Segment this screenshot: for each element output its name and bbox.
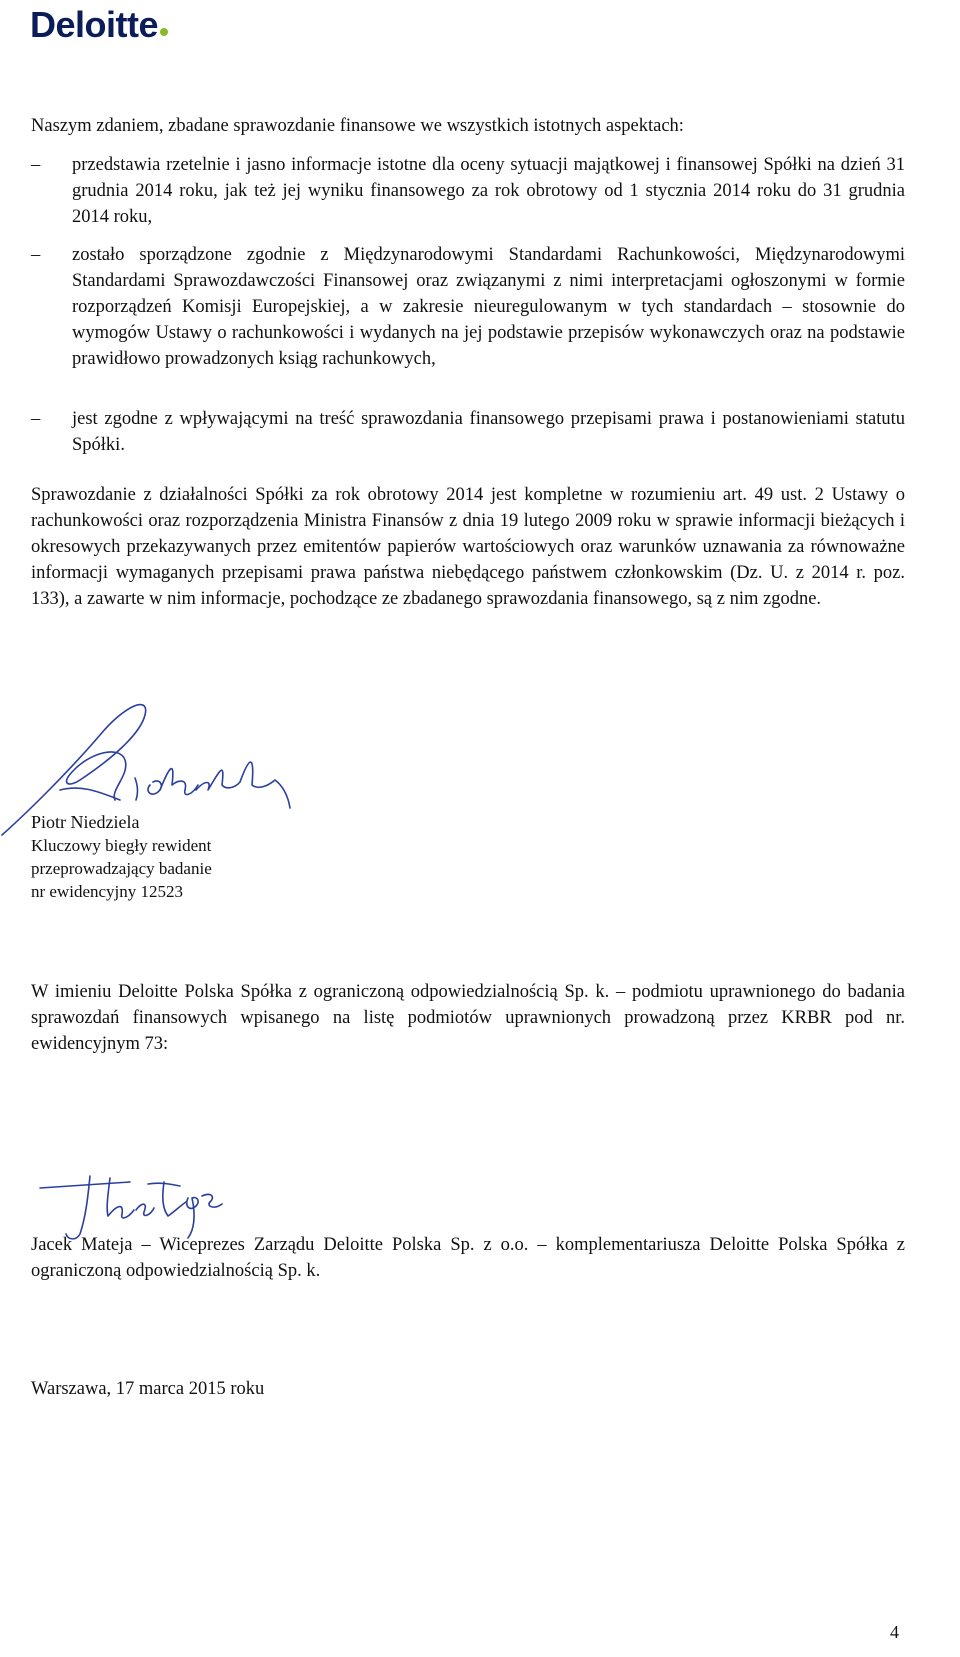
on-behalf-paragraph: W imieniu Deloitte Polska Spółka z ograniczoną odpowiedzialnością Sp. k. – podmiotu uprawnionego do badania sprawozdań finansowych wpisanego na listę podmiotów uprawnionych prowadzoną przez KRBR pod nr. ewidencyjnym 73: — [31, 982, 905, 1054]
logo-dot-icon — [160, 28, 168, 36]
place-date: Warszawa, 17 marca 2015 roku — [31, 1379, 265, 1399]
bullet-text: przedstawia rzetelnie i jasno informacje istotne dla oceny sytuacji majątkowej i finansowej Spółki na dzień 31 grudnia 2014 roku, jak też jej wyniku finansowego za rok obrotowy od 1 stycznia 2014 roku do 31 grudnia 2014 roku, — [72, 155, 905, 227]
bullet-text: zostało sporządzone zgodnie z Międzynarodowymi Standardami Rachunkowości, Międzynarodowymi Standardami Sprawozdawczości Finansowej oraz związanymi z nimi interpretacjami ogłoszonymi w formie rozporządzeń Komisji Europejskiej, a w zakresie nieuregulowanym w tych standardach – stosownie do wymogów Ustawy o rachunkowości i wydanych na jej podstawie przepisów wykonawczych oraz na podstawie prawidłowo prowadzonych ksiąg rachunkowych, — [72, 245, 905, 369]
deloitte-logo — [30, 4, 168, 46]
opinion-lead: Naszym zdaniem, zbadane sprawozdanie finansowe we wszystkich istotnych aspektach: — [31, 116, 684, 136]
logo-text: Deloitte — [30, 4, 159, 45]
dash-icon: – — [31, 409, 41, 429]
auditor-role-1: Kluczowy biegły rewident — [31, 836, 212, 855]
auditor-role-2: przeprowadzający badanie — [31, 859, 212, 878]
completeness-paragraph: Sprawozdanie z działalności Spółki za rok obrotowy 2014 jest kompletne w rozumieniu art. 49 ust. 2 Ustawy o rachunkowości oraz rozporządzenia Ministra Finansów z dnia 19 lutego 2009 roku w sprawie informacji bieżących i okresowych przekazywanych przez emitentów papierów wartościowych oraz warunków uznawania za równoważne informacji wymaganych przepisami prawa państwa niebędącego państwem członkowskim (Dz. U. z 2014 r. poz. 133), a zawarte w nim informacje, pochodzące ze zbadanego sprawozdania finansowego, są z nim zgodne. — [31, 485, 905, 609]
auditor-registration: nr ewidencyjny 12523 — [31, 882, 184, 901]
bullet-text: jest zgodne z wpływającymi na treść sprawozdania finansowego przepisami prawa i postanowieniami statutu Spółki. — [72, 409, 905, 455]
auditor-name: Piotr Niedziela — [31, 812, 140, 832]
opinion-bullet-2 — [31, 242, 905, 372]
second-signer-paragraph: Jacek Mateja – Wiceprezes Zarządu Deloitte Polska Sp. z o.o. – komplementariusza Deloitte Polska Spółka z ograniczoną odpowiedzialnością Sp. k. — [31, 1235, 905, 1281]
dash-icon: – — [31, 245, 41, 265]
auditor-block — [31, 810, 212, 903]
opinion-bullet-1 — [31, 152, 905, 230]
page-number: 4 — [890, 1622, 899, 1642]
opinion-bullet-3 — [31, 406, 905, 458]
dash-icon: – — [31, 155, 41, 175]
